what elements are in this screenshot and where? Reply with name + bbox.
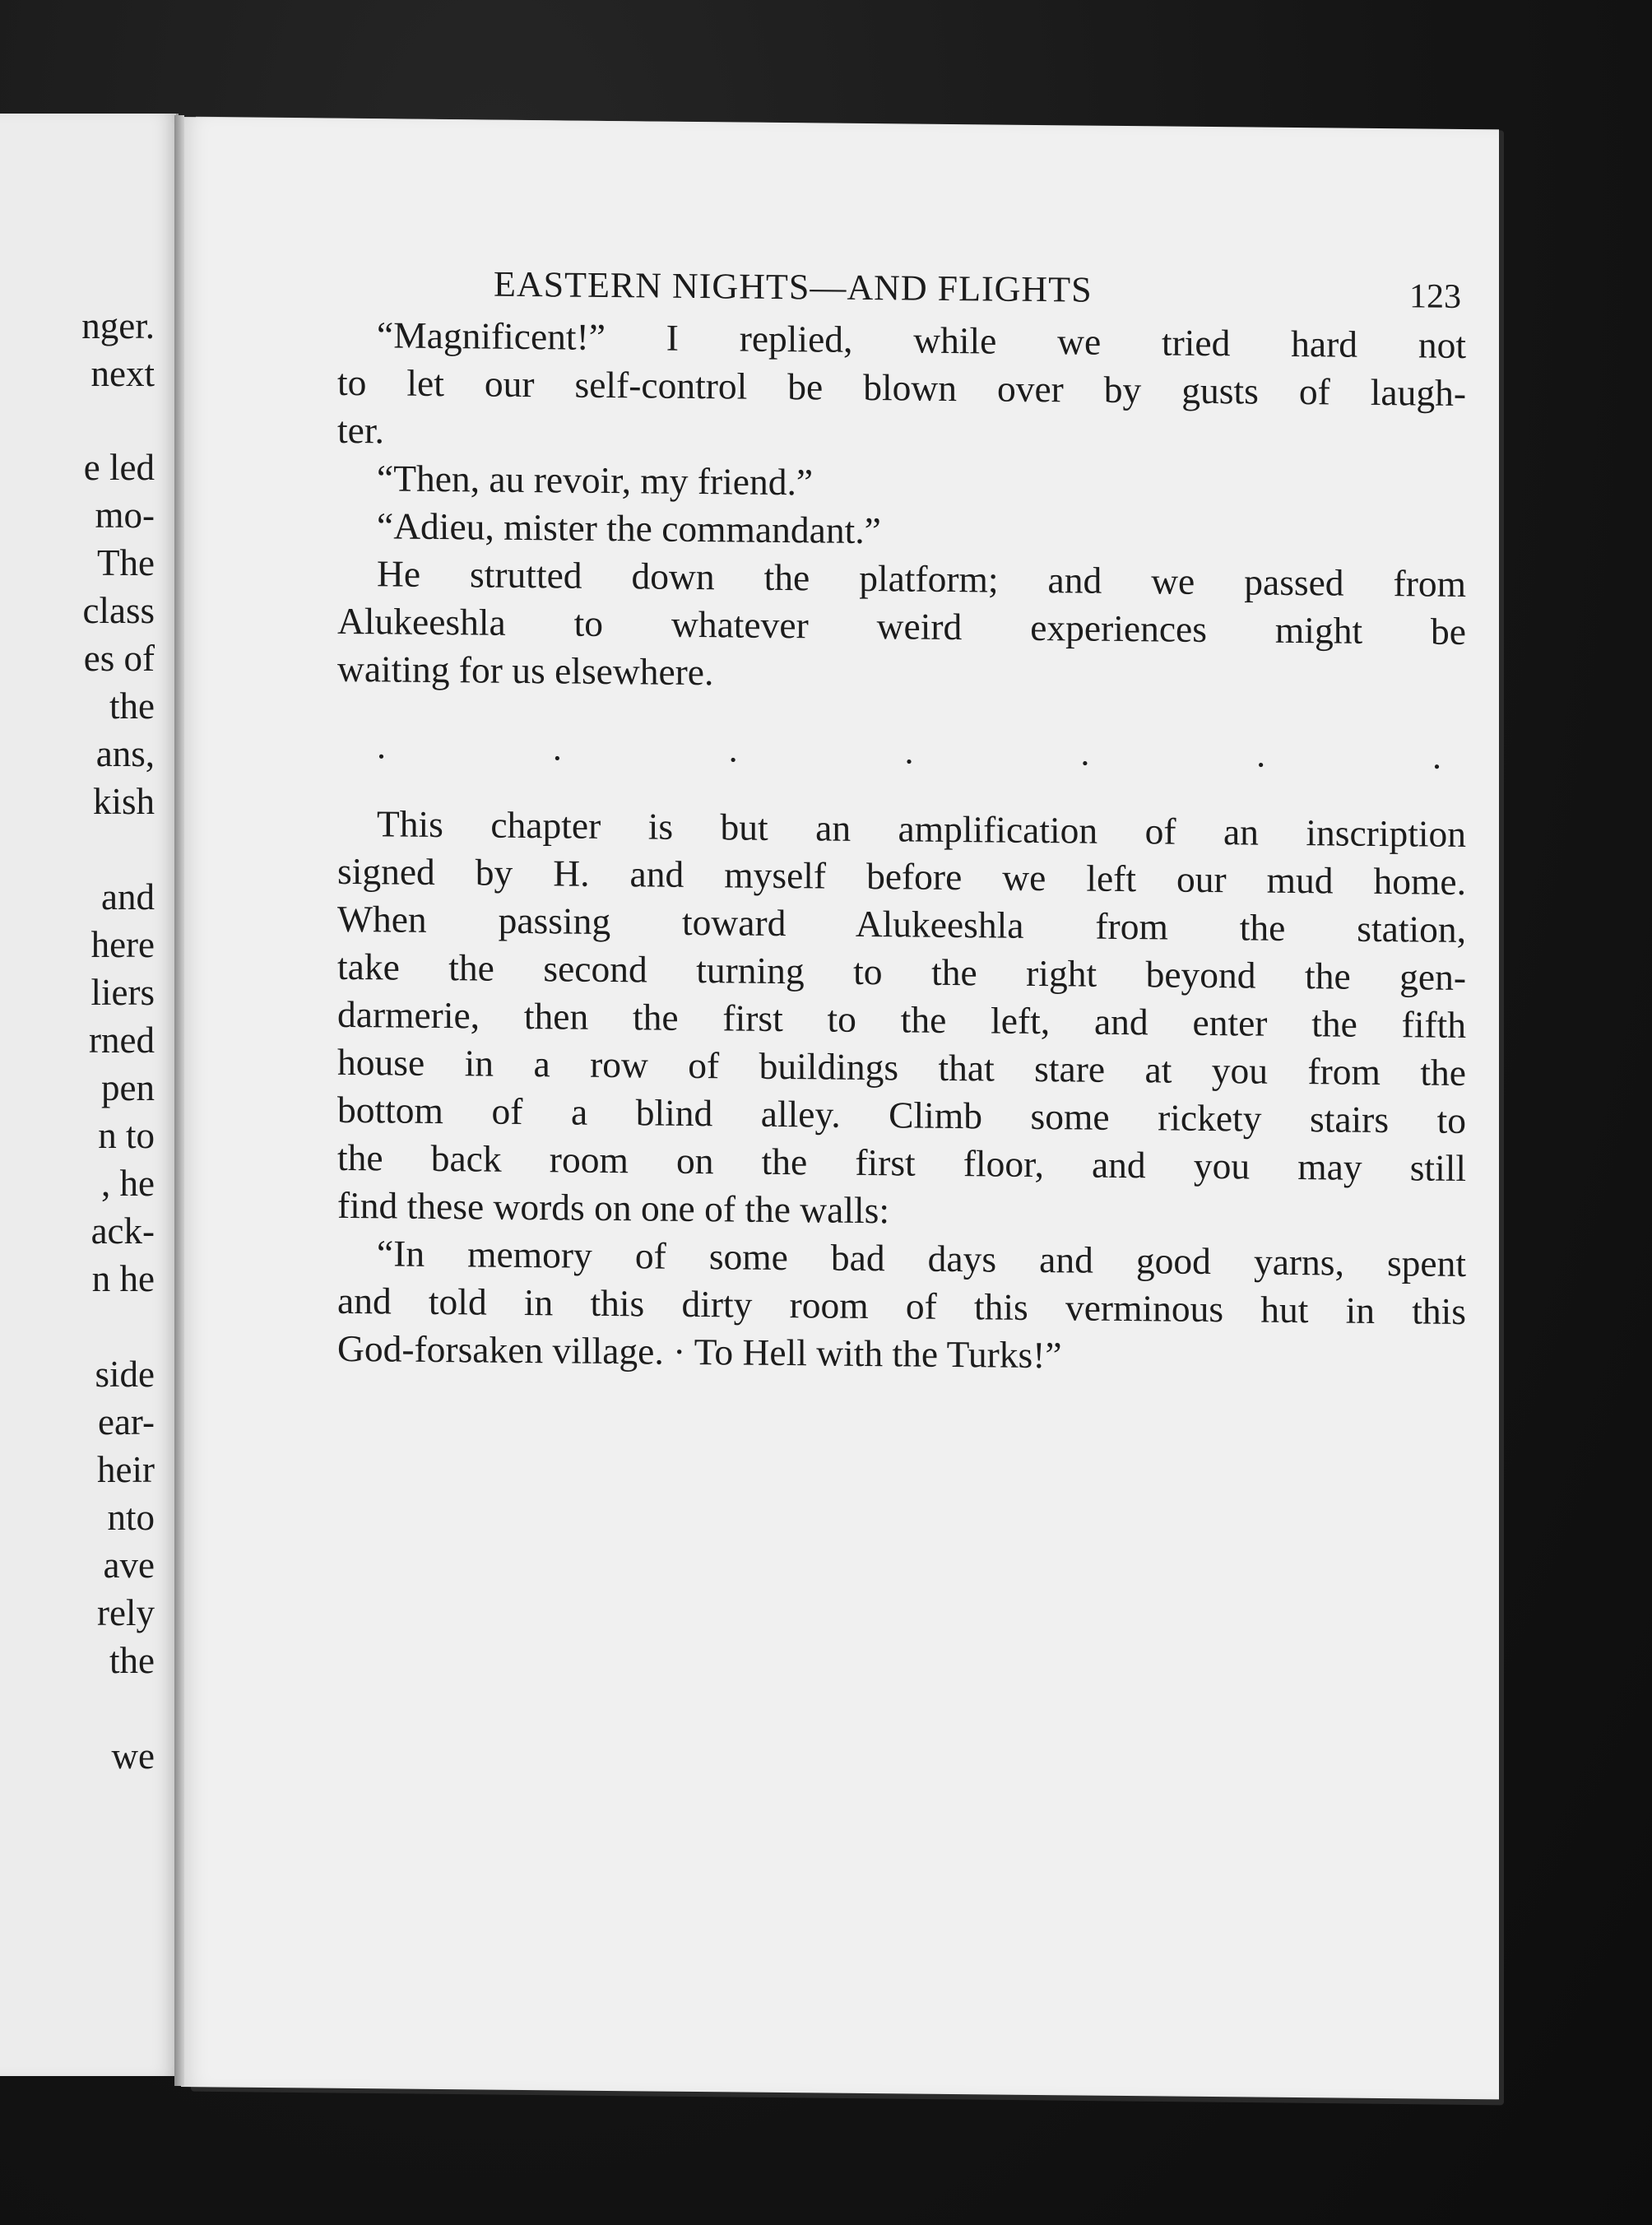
left-page-line: e led <box>83 447 155 488</box>
separator-dot: . <box>552 727 562 769</box>
left-page-line: liers <box>90 972 155 1013</box>
running-title: EASTERN NIGHTS—AND FLIGHTS <box>494 263 1093 310</box>
text-line: the back room on the first floor, and you may still <box>337 1136 1466 1189</box>
text-line: “Magnificent!” I replied, while we tried hard not <box>377 314 1466 366</box>
left-page-line: ave <box>103 1544 155 1586</box>
text-line: bottom of a blind alley. Climb some rickety stairs to <box>337 1088 1466 1141</box>
text-line: and told in this dirty room of this verminous hut in this <box>337 1279 1466 1332</box>
text-line: find these words on one of the walls: <box>337 1183 889 1232</box>
left-page-line: ans, <box>95 733 155 774</box>
left-page-line: , he <box>101 1163 155 1204</box>
left-page-line: ear- <box>97 1401 155 1442</box>
right-page <box>181 117 1499 2099</box>
left-page-line: The <box>97 542 155 583</box>
left-page-line: the <box>109 685 155 727</box>
left-page-line: pen <box>101 1067 155 1108</box>
text-line: Alukeeshla to whatever weird experiences might be <box>337 599 1466 653</box>
left-page-line: kish <box>92 781 155 822</box>
paragraph <box>337 311 1466 465</box>
text-line: He strutted down the platform; and we passed from <box>377 552 1466 605</box>
left-page-line: we <box>111 1735 155 1777</box>
text-line: take the second turning to the right beyond the gen- <box>337 945 1466 998</box>
left-page-line: n to <box>98 1115 155 1156</box>
text-line: “Adieu, mister the commandant.” <box>377 504 881 552</box>
separator-dot: . <box>1432 736 1441 777</box>
left-page-line: rned <box>89 1020 155 1061</box>
separator-dot: . <box>1256 734 1266 775</box>
text-line: to let our self-control be blown over by gusts of laugh- <box>337 360 1466 414</box>
left-page-line: n he <box>91 1258 155 1299</box>
left-page-line: nger. <box>81 305 155 346</box>
separator-dot: . <box>377 726 386 767</box>
text-line: “Then, au revoir, my friend.” <box>377 457 814 504</box>
text-line: When passing toward Alukeeshla from the station, <box>337 897 1466 950</box>
paragraph <box>337 1229 1466 1383</box>
page-text-block <box>337 262 1466 1383</box>
left-page-line: and <box>101 876 155 917</box>
left-page-line: rely <box>97 1592 155 1633</box>
left-page-line: es of <box>83 638 155 679</box>
text-line: This chapter is but an amplification of an inscription <box>377 802 1466 855</box>
left-page-line: ack- <box>90 1210 155 1252</box>
separator-dot: . <box>1080 732 1090 773</box>
separator-dot: . <box>728 729 738 770</box>
text-line: God-forsaken village. · To Hell with the Turks!” <box>337 1326 1062 1377</box>
book-gutter <box>174 115 184 2086</box>
text-line: ter. <box>337 408 384 452</box>
page-number: 123 <box>1409 277 1461 316</box>
text-line: “In memory of some bad days and good yarns, spent <box>377 1232 1466 1284</box>
left-page-line: mo- <box>95 495 155 536</box>
left-page-line: next <box>90 353 155 394</box>
left-page-line: nto <box>107 1497 155 1538</box>
separator-dot: . <box>904 731 914 772</box>
text-line: waiting for us elsewhere. <box>337 647 714 694</box>
left-page <box>0 114 179 2076</box>
left-page-line: side <box>95 1354 155 1395</box>
text-line: signed by H. and myself before we left our mud home. <box>337 849 1466 903</box>
left-page-line: the <box>109 1640 155 1681</box>
left-page-line: here <box>90 924 155 965</box>
text-line: house in a row of buildings that stare at you from the <box>337 1040 1466 1094</box>
text-line: darmerie, then the first to the left, and enter the fifth <box>337 992 1466 1046</box>
left-page-line: heir <box>97 1449 155 1490</box>
paragraph <box>337 800 1466 1240</box>
left-page-line: class <box>82 590 155 631</box>
section-separator <box>337 726 1466 777</box>
paragraph <box>337 550 1466 704</box>
